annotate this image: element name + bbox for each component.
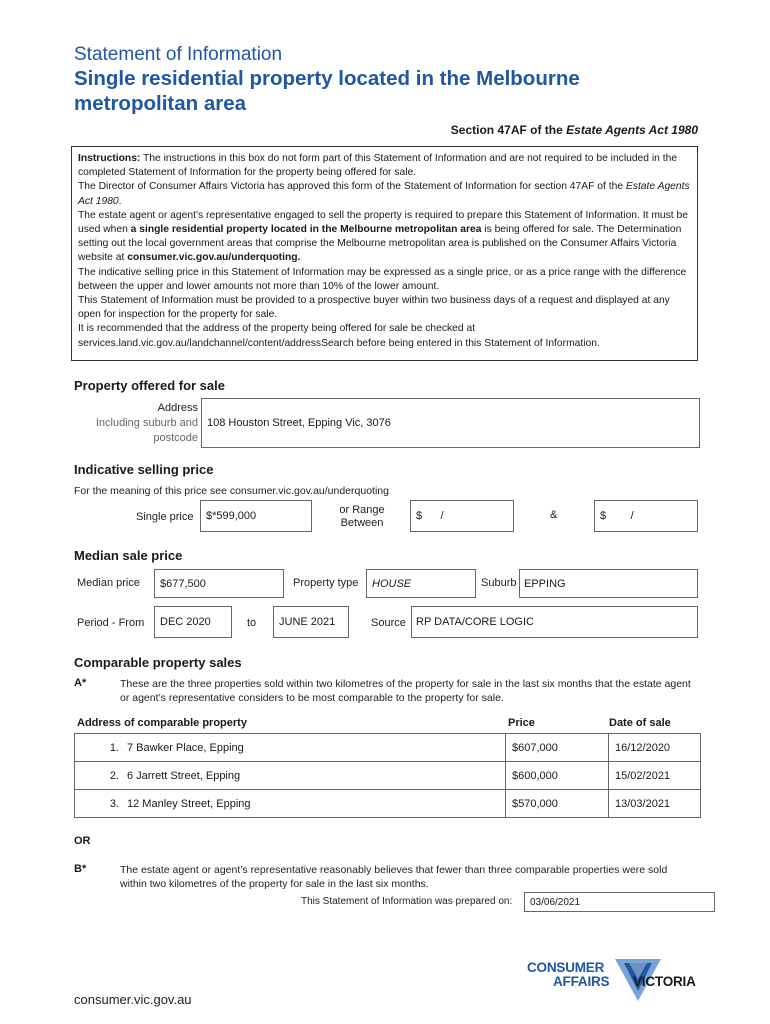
instructions-label: Instructions:	[78, 153, 141, 164]
indicative-heading: Indicative selling price	[74, 462, 214, 477]
property-type-field[interactable]: HOUSE	[366, 569, 476, 598]
indicative-note: For the meaning of this price see consumer.vic.gov.au/underquoting	[74, 485, 389, 497]
to-label: to	[247, 617, 257, 629]
period-to-field[interactable]: JUNE 2021	[273, 606, 349, 638]
underquoting-link[interactable]: consumer.vic.gov.au/underquoting.	[127, 252, 301, 264]
option-a-text: These are the three properties sold within two kilometres of the property for sale in the last six months that the estate agent or agent’s representative considers to be most comparable to the property for sale.	[120, 678, 691, 704]
suburb-field[interactable]: EPPING	[519, 569, 698, 598]
range-high-field[interactable]: $ /	[594, 500, 698, 532]
address-field[interactable]: 108 Houston Street, Epping Vic, 3076	[201, 398, 700, 448]
logo-line-affairs: AFFAIRS	[553, 974, 610, 989]
table-row	[75, 762, 701, 790]
comparable-table	[74, 733, 701, 818]
table-row	[75, 790, 701, 818]
source-field[interactable]: RP DATA/CORE LOGIC	[411, 606, 698, 638]
pre-title: Statement of Information	[74, 44, 283, 65]
range-label: or Range Between	[339, 504, 385, 529]
address-cell[interactable]: 3. 12 Manley Street, Epping	[75, 790, 506, 818]
prepared-label: This Statement of Information was prepared on:	[301, 896, 513, 907]
price-cell[interactable]: $570,000	[506, 790, 609, 818]
section-reference: Section 47AF of the Estate Agents Act 1980	[450, 123, 698, 137]
title-line-2: metropolitan area	[74, 92, 247, 115]
address-label: Address Including suburb and postcode	[95, 402, 198, 444]
period-from-field[interactable]: DEC 2020	[154, 606, 232, 638]
option-a-marker: A*	[74, 677, 87, 689]
instructions-box: Instructions: The instructions in this box do not form part of this Statement of Information and are not required to be included in the completed Statement of Information for the property being offered for sale. The Director of Consumer Affairs Victoria has approved this form of the Statement of Information for section 47AF of the Estate Agents Act 1980. The estate agent or agent’s representative engaged to sell the property is required to prepare this Statement of Information. It must be used when a single residential property located in the Melbourne metropolitan area is being offered for sale. The Determination setting out the local government areas that comprise the Melbourne metropolitan area is published on the Consumer Affairs Victoria website at consumer.vic.gov.au/underquoting. The indicative selling price in this Statement of Information may be expressed as a single price, or as a price range with the difference between the upper and lower amounts not more than 10% of the lower amount. This Statement of Information must be provided to a prospective buyer within two business days of a request and displayed at any open for inspection for the property for sale. It is recommended that the address of the property being offered for sale be checked at services.land.vic.gov.au/landchannel/content/addressSearch before being entered in this Statement of Information.	[71, 146, 698, 361]
table-row	[75, 734, 701, 762]
property-type-label: Property type	[293, 577, 359, 589]
col-header-date: Date of sale	[609, 717, 671, 729]
median-heading: Median sale price	[74, 548, 183, 563]
comparable-heading: Comparable property sales	[74, 655, 242, 670]
price-cell[interactable]: $607,000	[506, 734, 609, 762]
address-cell[interactable]: 2. 6 Jarrett Street, Epping	[75, 762, 506, 790]
col-header-address: Address of comparable property	[77, 717, 247, 729]
logo-line-victoria: VICTORIA	[633, 974, 696, 989]
single-price-field[interactable]: $*599,000	[200, 500, 312, 532]
footer-url[interactable]: consumer.vic.gov.au	[74, 992, 192, 1007]
property-heading: Property offered for sale	[74, 378, 225, 393]
median-price-label: Median price	[77, 577, 140, 589]
date-cell[interactable]: 16/12/2020	[609, 734, 701, 762]
option-b-text: The estate agent or agent’s representative reasonably believes that fewer than three comparable properties were sold within two kilometres of the property for sale in the last six months.	[120, 864, 668, 890]
range-low-field[interactable]: $ /	[410, 500, 514, 532]
source-label: Source	[371, 617, 406, 629]
single-price-label: Single price	[136, 511, 194, 523]
page-title	[74, 66, 580, 116]
col-header-price: Price	[508, 717, 535, 729]
option-b-marker: B*	[74, 863, 87, 875]
median-price-field[interactable]: $677,500	[154, 569, 284, 598]
suburb-label: Suburb	[481, 577, 517, 589]
ampersand: &	[550, 509, 558, 521]
prepared-date-field[interactable]: 03/06/2021	[524, 892, 715, 912]
logo-line-consumer: CONSUMER	[527, 960, 605, 975]
title-line-1: Single residential property located in the Melbourne	[74, 67, 580, 90]
address-cell[interactable]: 1. 7 Bawker Place, Epping	[75, 734, 506, 762]
period-label: Period - From	[77, 617, 145, 629]
or-label: OR	[74, 835, 91, 847]
consumer-affairs-victoria-logo	[527, 957, 707, 1007]
price-cell[interactable]: $600,000	[506, 762, 609, 790]
date-cell[interactable]: 13/03/2021	[609, 790, 701, 818]
date-cell[interactable]: 15/02/2021	[609, 762, 701, 790]
